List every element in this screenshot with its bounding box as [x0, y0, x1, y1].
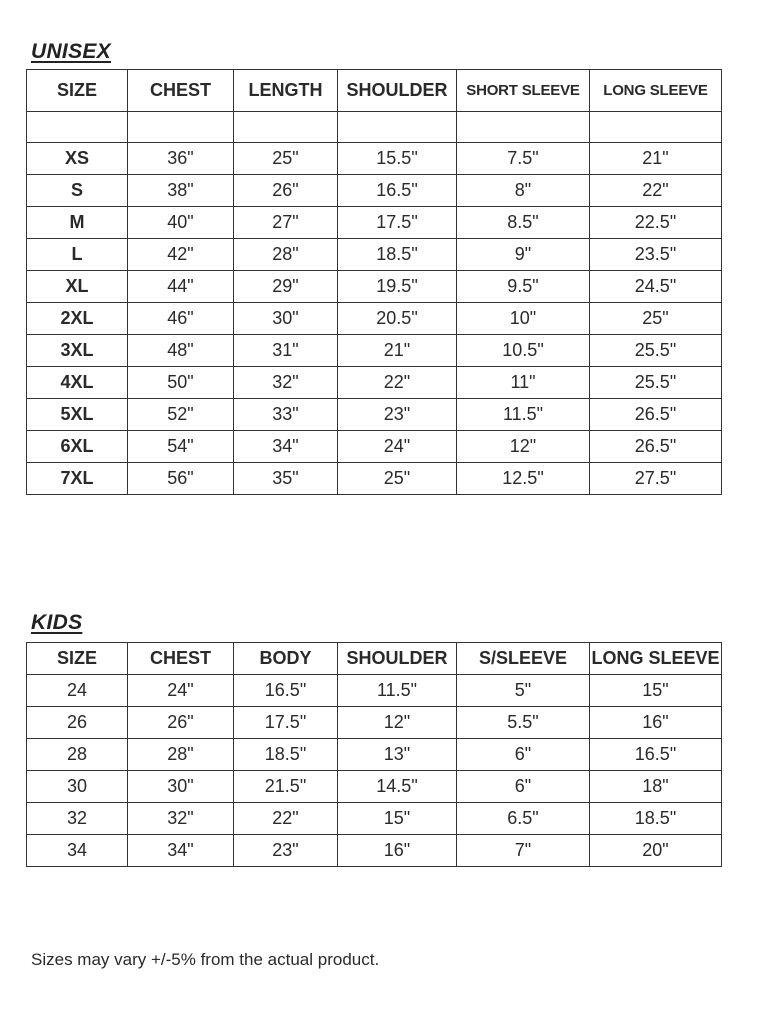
kids-measurement-cell: 5.5"	[457, 707, 590, 739]
unisex-size-table	[26, 69, 722, 495]
kids-table-row	[27, 803, 722, 835]
unisex-measurement-cell: 9"	[457, 239, 590, 271]
unisex-measurement-cell: 26"	[234, 175, 338, 207]
unisex-table-row	[27, 207, 722, 239]
kids-measurement-cell: 6"	[457, 771, 590, 803]
unisex-measurement-cell: 25.5"	[590, 335, 722, 367]
kids-measurement-cell: 14.5"	[338, 771, 457, 803]
unisex-measurement-cell: 10"	[457, 303, 590, 335]
unisex-size-cell: M	[27, 207, 128, 239]
kids-measurement-cell: 24"	[128, 675, 234, 707]
unisex-measurement-cell: 32"	[234, 367, 338, 399]
unisex-measurement-cell: 31"	[234, 335, 338, 367]
unisex-table-row	[27, 431, 722, 463]
empty-cell	[457, 112, 590, 143]
kids-size-cell: 26	[27, 707, 128, 739]
unisex-table-row	[27, 463, 722, 495]
unisex-size-cell: 6XL	[27, 431, 128, 463]
unisex-measurement-cell: 26.5"	[590, 399, 722, 431]
unisex-measurement-cell: 9.5"	[457, 271, 590, 303]
unisex-measurement-cell: 21"	[590, 143, 722, 175]
kids-measurement-cell: 34"	[128, 835, 234, 867]
unisex-measurement-cell: 22"	[338, 367, 457, 399]
unisex-table-row	[27, 239, 722, 271]
unisex-measurement-cell: 33"	[234, 399, 338, 431]
unisex-size-cell: XL	[27, 271, 128, 303]
unisex-measurement-cell: 24.5"	[590, 271, 722, 303]
unisex-measurement-cell: 56"	[128, 463, 234, 495]
kids-header-size: SIZE	[27, 643, 128, 675]
kids-measurement-cell: 18.5"	[234, 739, 338, 771]
kids-header-row	[27, 643, 722, 675]
unisex-empty-row	[27, 112, 722, 143]
unisex-measurement-cell: 50"	[128, 367, 234, 399]
unisex-measurement-cell: 17.5"	[338, 207, 457, 239]
unisex-size-cell: S	[27, 175, 128, 207]
kids-header-chest: CHEST	[128, 643, 234, 675]
empty-cell	[128, 112, 234, 143]
empty-cell	[338, 112, 457, 143]
unisex-measurement-cell: 25"	[234, 143, 338, 175]
kids-size-cell: 34	[27, 835, 128, 867]
unisex-measurement-cell: 12.5"	[457, 463, 590, 495]
unisex-measurement-cell: 36"	[128, 143, 234, 175]
unisex-table-row	[27, 335, 722, 367]
kids-measurement-cell: 18"	[590, 771, 722, 803]
kids-measurement-cell: 16.5"	[590, 739, 722, 771]
unisex-measurement-cell: 11.5"	[457, 399, 590, 431]
unisex-measurement-cell: 48"	[128, 335, 234, 367]
unisex-measurement-cell: 25"	[338, 463, 457, 495]
unisex-table-row	[27, 399, 722, 431]
unisex-measurement-cell: 27.5"	[590, 463, 722, 495]
unisex-measurement-cell: 12"	[457, 431, 590, 463]
unisex-measurement-cell: 18.5"	[338, 239, 457, 271]
unisex-measurement-cell: 25"	[590, 303, 722, 335]
kids-header-long-sleeve: LONG SLEEVE	[590, 643, 722, 675]
kids-size-cell: 24	[27, 675, 128, 707]
unisex-measurement-cell: 24"	[338, 431, 457, 463]
unisex-measurement-cell: 44"	[128, 271, 234, 303]
kids-table-row	[27, 835, 722, 867]
unisex-header-chest: CHEST	[128, 70, 234, 112]
empty-cell	[234, 112, 338, 143]
unisex-measurement-cell: 26.5"	[590, 431, 722, 463]
unisex-measurement-cell: 30"	[234, 303, 338, 335]
unisex-measurement-cell: 21"	[338, 335, 457, 367]
unisex-header-short-sleeve: SHORT SLEEVE	[457, 70, 590, 112]
kids-measurement-cell: 15"	[338, 803, 457, 835]
unisex-header-shoulder: SHOULDER	[338, 70, 457, 112]
kids-measurement-cell: 16.5"	[234, 675, 338, 707]
unisex-measurement-cell: 35"	[234, 463, 338, 495]
kids-measurement-cell: 18.5"	[590, 803, 722, 835]
unisex-size-cell: XS	[27, 143, 128, 175]
kids-section-title: KIDS	[31, 611, 83, 634]
unisex-measurement-cell: 19.5"	[338, 271, 457, 303]
unisex-measurement-cell: 11"	[457, 367, 590, 399]
unisex-size-cell: 3XL	[27, 335, 128, 367]
unisex-measurement-cell: 25.5"	[590, 367, 722, 399]
unisex-size-cell: 4XL	[27, 367, 128, 399]
kids-header-s-sleeve: S/SLEEVE	[457, 643, 590, 675]
unisex-measurement-cell: 10.5"	[457, 335, 590, 367]
kids-measurement-cell: 30"	[128, 771, 234, 803]
kids-header-shoulder: SHOULDER	[338, 643, 457, 675]
kids-table-row	[27, 707, 722, 739]
kids-measurement-cell: 22"	[234, 803, 338, 835]
kids-measurement-cell: 17.5"	[234, 707, 338, 739]
unisex-measurement-cell: 28"	[234, 239, 338, 271]
unisex-measurement-cell: 52"	[128, 399, 234, 431]
kids-table-row	[27, 675, 722, 707]
unisex-measurement-cell: 38"	[128, 175, 234, 207]
kids-table-row	[27, 771, 722, 803]
kids-table-row	[27, 739, 722, 771]
kids-size-table	[26, 642, 722, 867]
unisex-size-cell: 5XL	[27, 399, 128, 431]
kids-measurement-cell: 32"	[128, 803, 234, 835]
kids-measurement-cell: 28"	[128, 739, 234, 771]
size-variance-note: Sizes may vary +/-5% from the actual product.	[31, 950, 380, 969]
kids-measurement-cell: 5"	[457, 675, 590, 707]
unisex-table-row	[27, 175, 722, 207]
unisex-measurement-cell: 22"	[590, 175, 722, 207]
unisex-measurement-cell: 40"	[128, 207, 234, 239]
kids-header-body: BODY	[234, 643, 338, 675]
unisex-measurement-cell: 20.5"	[338, 303, 457, 335]
unisex-section-title: UNISEX	[31, 40, 111, 63]
unisex-measurement-cell: 8.5"	[457, 207, 590, 239]
unisex-measurement-cell: 46"	[128, 303, 234, 335]
unisex-table-row	[27, 367, 722, 399]
unisex-measurement-cell: 16.5"	[338, 175, 457, 207]
unisex-measurement-cell: 23"	[338, 399, 457, 431]
unisex-header-row	[27, 70, 722, 112]
unisex-measurement-cell: 29"	[234, 271, 338, 303]
kids-size-cell: 28	[27, 739, 128, 771]
unisex-measurement-cell: 23.5"	[590, 239, 722, 271]
kids-measurement-cell: 20"	[590, 835, 722, 867]
kids-measurement-cell: 15"	[590, 675, 722, 707]
unisex-measurement-cell: 15.5"	[338, 143, 457, 175]
unisex-measurement-cell: 22.5"	[590, 207, 722, 239]
kids-size-cell: 30	[27, 771, 128, 803]
unisex-measurement-cell: 7.5"	[457, 143, 590, 175]
kids-measurement-cell: 6"	[457, 739, 590, 771]
unisex-size-cell: 2XL	[27, 303, 128, 335]
unisex-table-row	[27, 143, 722, 175]
kids-measurement-cell: 16"	[590, 707, 722, 739]
unisex-size-cell: L	[27, 239, 128, 271]
unisex-header-length: LENGTH	[234, 70, 338, 112]
kids-measurement-cell: 16"	[338, 835, 457, 867]
unisex-table-row	[27, 303, 722, 335]
kids-measurement-cell: 26"	[128, 707, 234, 739]
unisex-size-cell: 7XL	[27, 463, 128, 495]
unisex-measurement-cell: 54"	[128, 431, 234, 463]
unisex-measurement-cell: 27"	[234, 207, 338, 239]
unisex-header-long-sleeve: LONG SLEEVE	[590, 70, 722, 112]
empty-cell	[27, 112, 128, 143]
unisex-measurement-cell: 34"	[234, 431, 338, 463]
kids-measurement-cell: 23"	[234, 835, 338, 867]
kids-measurement-cell: 6.5"	[457, 803, 590, 835]
kids-measurement-cell: 12"	[338, 707, 457, 739]
kids-measurement-cell: 13"	[338, 739, 457, 771]
unisex-header-size: SIZE	[27, 70, 128, 112]
kids-measurement-cell: 21.5"	[234, 771, 338, 803]
kids-measurement-cell: 11.5"	[338, 675, 457, 707]
kids-measurement-cell: 7"	[457, 835, 590, 867]
kids-size-cell: 32	[27, 803, 128, 835]
empty-cell	[590, 112, 722, 143]
unisex-table-row	[27, 271, 722, 303]
unisex-measurement-cell: 42"	[128, 239, 234, 271]
unisex-measurement-cell: 8"	[457, 175, 590, 207]
